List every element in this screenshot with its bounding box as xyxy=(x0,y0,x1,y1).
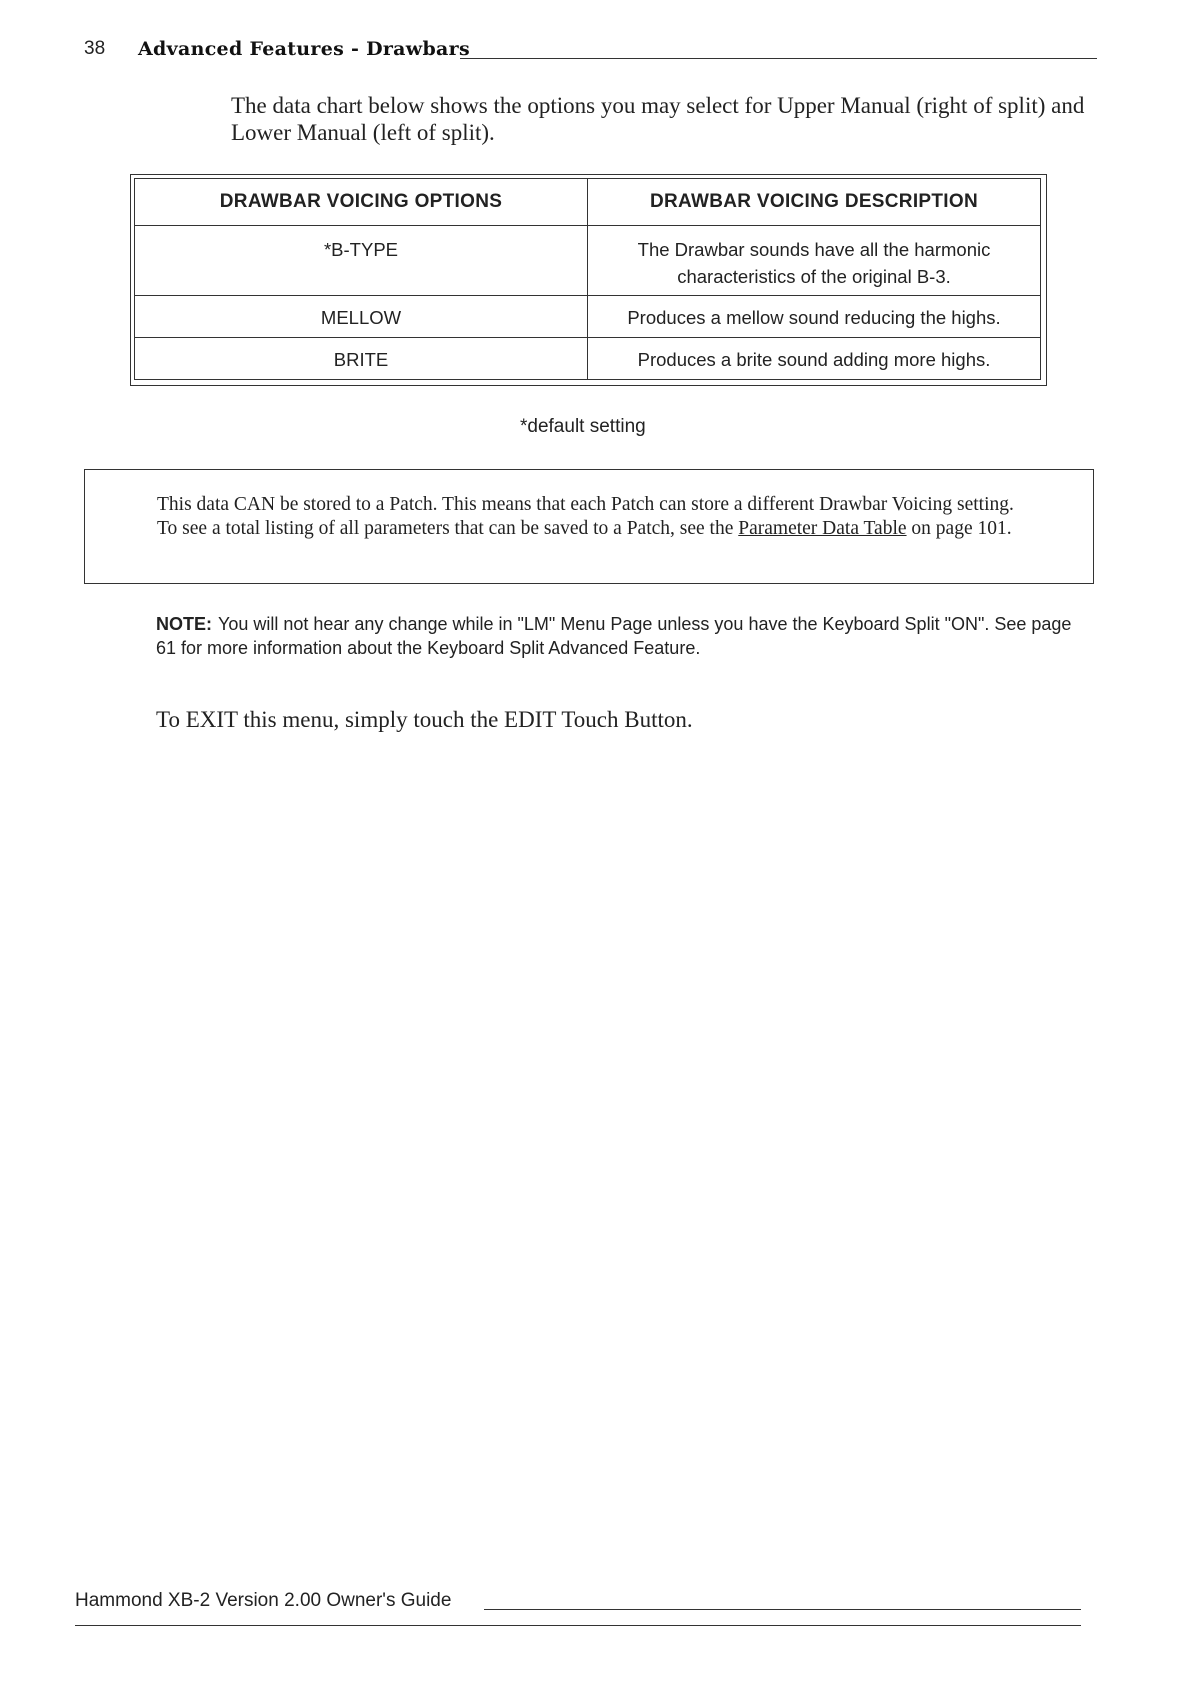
patch-info-box xyxy=(84,469,1094,584)
default-footnote: *default setting xyxy=(520,416,646,437)
option-cell: *B-TYPE xyxy=(135,226,588,296)
parameter-data-table-link[interactable]: Parameter Data Table xyxy=(738,518,907,539)
description-cell: Produces a mellow sound reducing the highs. xyxy=(588,296,1041,338)
header-options: DRAWBAR VOICING OPTIONS xyxy=(135,179,588,226)
section-title: Advanced Features - Drawbars xyxy=(138,38,470,60)
note-text: You will not hear any change while in "LM" Menu Page unless you have the Keyboard Split "ON". See page 61 for more information about the Keyboard Split Advanced Feature. xyxy=(156,614,1072,658)
option-cell: BRITE xyxy=(135,338,588,380)
table-row xyxy=(135,296,1041,338)
exit-instruction: To EXIT this menu, simply touch the EDIT Touch Button. xyxy=(156,707,693,732)
intro-paragraph: The data chart below shows the options you may select for Upper Manual (right of split) and Lower Manual (left of split). xyxy=(231,93,1085,145)
description-cell: Produces a brite sound adding more highs. xyxy=(588,338,1041,380)
footer-rule xyxy=(484,1609,1081,1610)
description-line: characteristics of the original B-3. xyxy=(677,266,951,287)
voicing-table-grid xyxy=(134,178,1041,380)
voicing-table xyxy=(130,174,1047,386)
note-label: NOTE: xyxy=(156,614,212,634)
patch-info-text xyxy=(157,493,1037,541)
page-number: 38 xyxy=(84,38,106,59)
header-description: DRAWBAR VOICING DESCRIPTION xyxy=(588,179,1041,226)
table-row xyxy=(135,338,1041,380)
note-paragraph xyxy=(156,612,1096,660)
option-cell: MELLOW xyxy=(135,296,588,338)
header-rule xyxy=(460,58,1097,59)
patch-text-end: on page 101. xyxy=(906,518,1012,539)
patch-text-start: This data CAN be stored to a Patch. This means that each Patch can store a different Drawbar Voicing setting. To see a total listing of all parameters that can be saved to a Patch, see the xyxy=(157,494,1014,539)
description-cell xyxy=(588,226,1041,296)
footer-title: Hammond XB-2 Version 2.00 Owner's Guide xyxy=(75,1590,452,1611)
footer-rule-bottom xyxy=(75,1625,1081,1626)
description-line: The Drawbar sounds have all the harmonic xyxy=(637,239,991,260)
table-header-row xyxy=(135,179,1041,226)
table-row xyxy=(135,226,1041,296)
